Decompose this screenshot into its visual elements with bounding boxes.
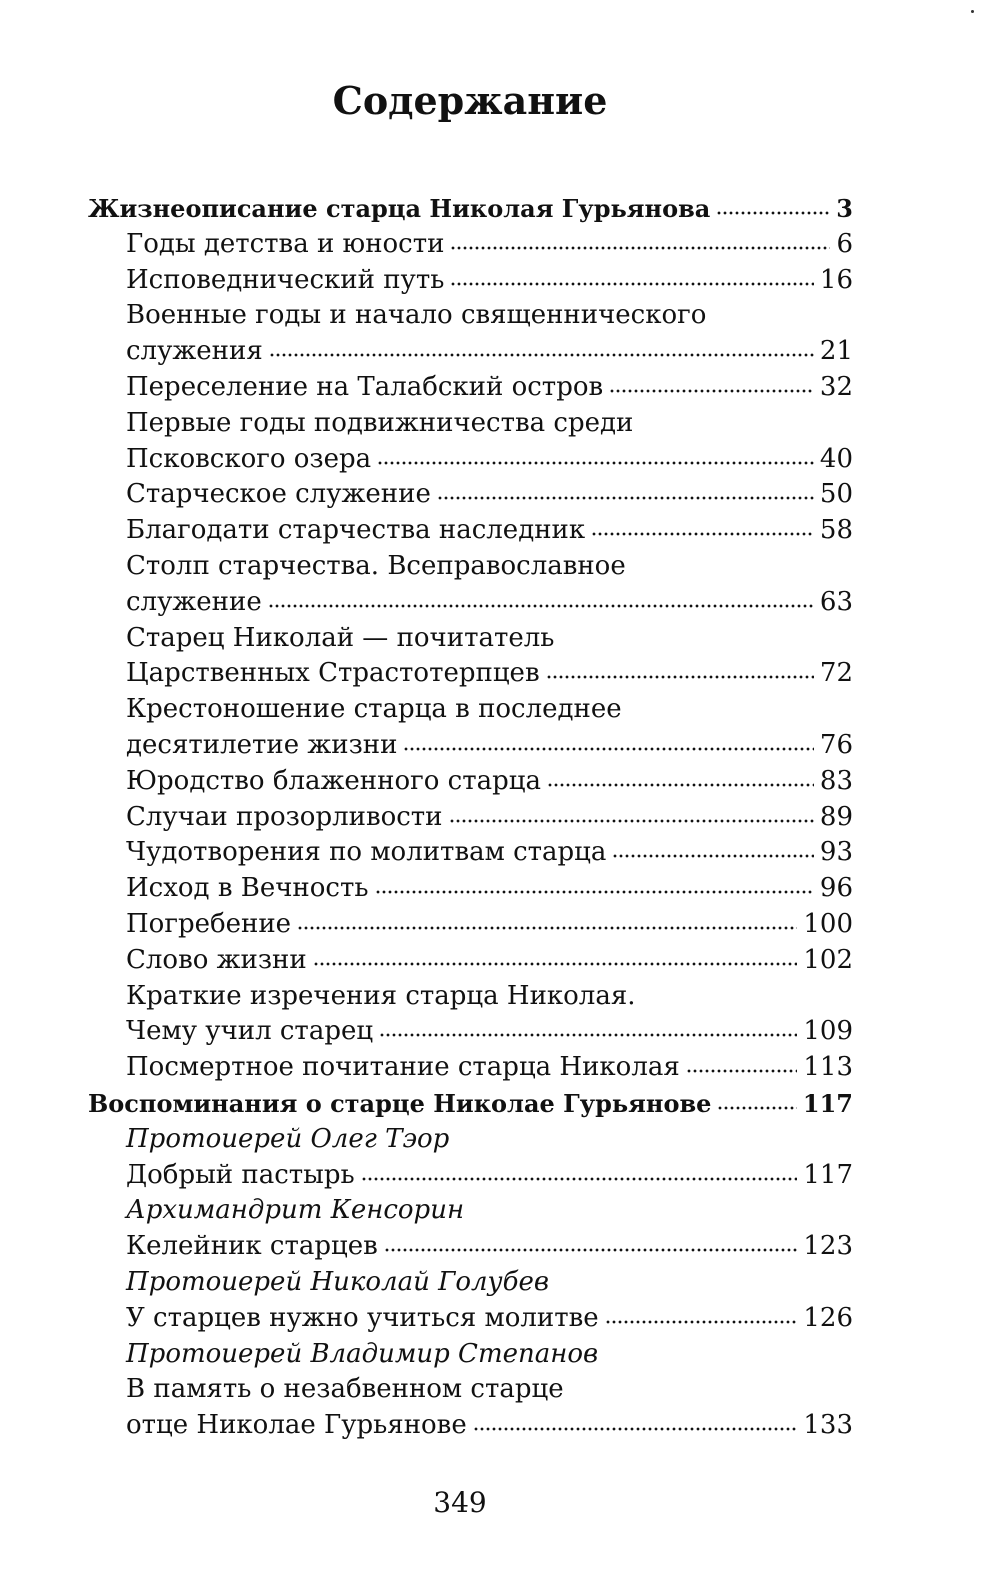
toc-entry — [88, 549, 853, 585]
dot-leader — [361, 1177, 798, 1181]
toc-entry-title: Старец Николай — почитатель — [126, 622, 555, 653]
toc-entry — [88, 1372, 853, 1408]
toc-page-number: 3 — [836, 194, 853, 223]
toc-entry[interactable] — [88, 871, 853, 907]
toc-page-number: 133 — [803, 1410, 853, 1441]
toc-entry-title: Юродство блаженного старца — [126, 765, 541, 796]
toc-page-number: 40 — [819, 443, 853, 474]
toc-entry-title: Столп старчества. Всеправославное — [126, 550, 626, 581]
dot-leader — [473, 1427, 798, 1431]
toc-page-number: 16 — [819, 264, 853, 295]
dot-leader — [450, 282, 814, 286]
toc-entry[interactable] — [88, 263, 853, 299]
toc-page-number: 100 — [803, 908, 853, 939]
toc-page-number: 117 — [803, 1159, 853, 1190]
toc-section[interactable] — [88, 191, 853, 227]
toc-author — [88, 1193, 853, 1229]
toc-page-number: 89 — [819, 801, 853, 832]
toc-page-number: 102 — [803, 944, 853, 975]
toc-entry-title: Келейник старцев — [126, 1231, 378, 1262]
toc-entry-title: Архимандрит Кенсорин — [126, 1195, 465, 1226]
toc-entry — [88, 692, 853, 728]
toc-entry — [88, 298, 853, 334]
toc-entry-title: служения — [126, 336, 263, 367]
table-of-contents — [88, 191, 853, 1444]
dot-leader — [547, 783, 814, 787]
dot-leader — [605, 1320, 798, 1324]
toc-page-number: 117 — [802, 1088, 853, 1118]
toc-entry-title: Переселение на Талабский остров — [126, 371, 604, 402]
toc-entry-title: Военные годы и начало священнического — [126, 300, 707, 331]
dot-leader — [612, 854, 814, 858]
toc-entry-title: Посмертное почитание старца Николая — [126, 1052, 680, 1083]
toc-entry[interactable] — [88, 585, 853, 621]
toc-page-number: 50 — [819, 479, 853, 510]
toc-entry-title: Погребение — [126, 908, 292, 939]
toc-entry[interactable] — [88, 442, 853, 478]
toc-author — [88, 1337, 853, 1373]
toc-entry-title: Случаи прозорливости — [126, 801, 443, 832]
toc-entry[interactable] — [88, 907, 853, 943]
toc-entry[interactable] — [88, 1301, 853, 1337]
toc-entry[interactable] — [88, 656, 853, 692]
toc-entry-title: В память о незабвенном старце — [126, 1374, 564, 1405]
dot-leader — [609, 389, 814, 393]
toc-entry-title: Царственных Страстотерпцев — [126, 658, 540, 689]
dot-leader — [546, 675, 814, 679]
toc-entry-title: Протоиерей Олег Тэор — [126, 1123, 450, 1154]
toc-entry[interactable] — [88, 943, 853, 979]
toc-entry-title: Слово жизни — [126, 944, 307, 975]
toc-entry[interactable] — [88, 513, 853, 549]
toc-entry[interactable] — [88, 800, 853, 836]
toc-entry — [88, 979, 853, 1015]
toc-entry[interactable] — [88, 835, 853, 871]
toc-page-number: 126 — [803, 1302, 853, 1333]
toc-entry[interactable] — [88, 1229, 853, 1265]
toc-entry-title: Чему учил старец — [126, 1016, 374, 1047]
toc-entry[interactable] — [88, 728, 853, 764]
toc-entry[interactable] — [88, 227, 853, 263]
toc-author — [88, 1265, 853, 1301]
page-title: Содержание — [332, 78, 608, 123]
dot-leader — [313, 962, 798, 966]
dot-leader — [269, 353, 814, 357]
toc-entry-title: Первые годы подвижничества среди — [126, 407, 634, 438]
toc-entry — [88, 406, 853, 442]
toc-page-number: 6 — [836, 228, 853, 259]
toc-author — [88, 1122, 853, 1158]
dot-leader — [717, 1106, 796, 1110]
toc-entry-title: Воспоминания о старце Николае Гурьянове — [88, 1088, 712, 1118]
dot-leader — [437, 496, 814, 500]
toc-entry-title: У старцев нужно учиться молитве — [126, 1302, 599, 1333]
dot-leader — [716, 211, 830, 215]
toc-page-number: 58 — [819, 515, 853, 546]
toc-entry[interactable] — [88, 1158, 853, 1194]
page-number: 349 — [433, 1486, 487, 1519]
dot-leader — [449, 819, 814, 823]
toc-page-number: 109 — [803, 1016, 853, 1047]
dot-leader — [268, 604, 814, 608]
toc-entry-title: отце Николае Гурьянове — [126, 1410, 467, 1441]
dot-leader — [297, 926, 797, 930]
toc-entry[interactable] — [88, 764, 853, 800]
toc-entry-title: Чудотворения по молитвам старца — [126, 837, 607, 868]
toc-entry[interactable] — [88, 1408, 853, 1444]
toc-page-number: 32 — [819, 371, 853, 402]
dot-leader — [450, 246, 830, 250]
toc-entry-title: Протоиерей Николай Голубев — [126, 1266, 550, 1297]
toc-entry-title: Старческое служение — [126, 479, 431, 510]
scan-speck — [971, 10, 974, 13]
toc-entry[interactable] — [88, 334, 853, 370]
toc-page-number: 63 — [819, 586, 853, 617]
toc-entry-title: Добрый пастырь — [126, 1159, 355, 1190]
dot-leader — [375, 890, 814, 894]
toc-entry-title: Крестоношение старца в последнее — [126, 694, 622, 725]
toc-entry-title: Благодати старчества наследник — [126, 515, 586, 546]
dot-leader — [379, 1033, 797, 1037]
toc-entry-title: Годы детства и юности — [126, 228, 445, 259]
dot-leader — [686, 1069, 798, 1073]
toc-entry[interactable] — [88, 1050, 853, 1086]
toc-entry-title: Жизнеописание старца Николая Гурьянова — [88, 194, 711, 223]
toc-page-number: 113 — [803, 1052, 853, 1083]
toc-entry-title: служение — [126, 586, 262, 617]
toc-entry-title: Исповеднический путь — [126, 264, 445, 295]
dot-leader — [403, 747, 813, 751]
dot-leader — [591, 532, 814, 536]
toc-page-number: 21 — [819, 336, 853, 367]
toc-page-number: 83 — [819, 765, 853, 796]
toc-page-number: 123 — [803, 1231, 853, 1262]
dot-leader — [377, 461, 814, 465]
toc-page-number: 72 — [819, 658, 853, 689]
toc-page-number: 76 — [819, 729, 853, 760]
toc-page-number: 93 — [819, 837, 853, 868]
toc-entry — [88, 621, 853, 657]
toc-entry-title: десятилетие жизни — [126, 729, 398, 760]
toc-entry-title: Протоиерей Владимир Степанов — [126, 1338, 599, 1369]
toc-entry-title: Исход в Вечность — [126, 873, 369, 904]
toc-entry[interactable] — [88, 370, 853, 406]
toc-entry[interactable] — [88, 477, 853, 513]
toc-entry-title: Краткие изречения старца Николая. — [126, 980, 636, 1011]
toc-section[interactable] — [88, 1086, 853, 1122]
toc-entry-title: Псковского озера — [126, 443, 372, 474]
toc-entry[interactable] — [88, 1014, 853, 1050]
dot-leader — [384, 1248, 798, 1252]
toc-page-number: 96 — [819, 873, 853, 904]
